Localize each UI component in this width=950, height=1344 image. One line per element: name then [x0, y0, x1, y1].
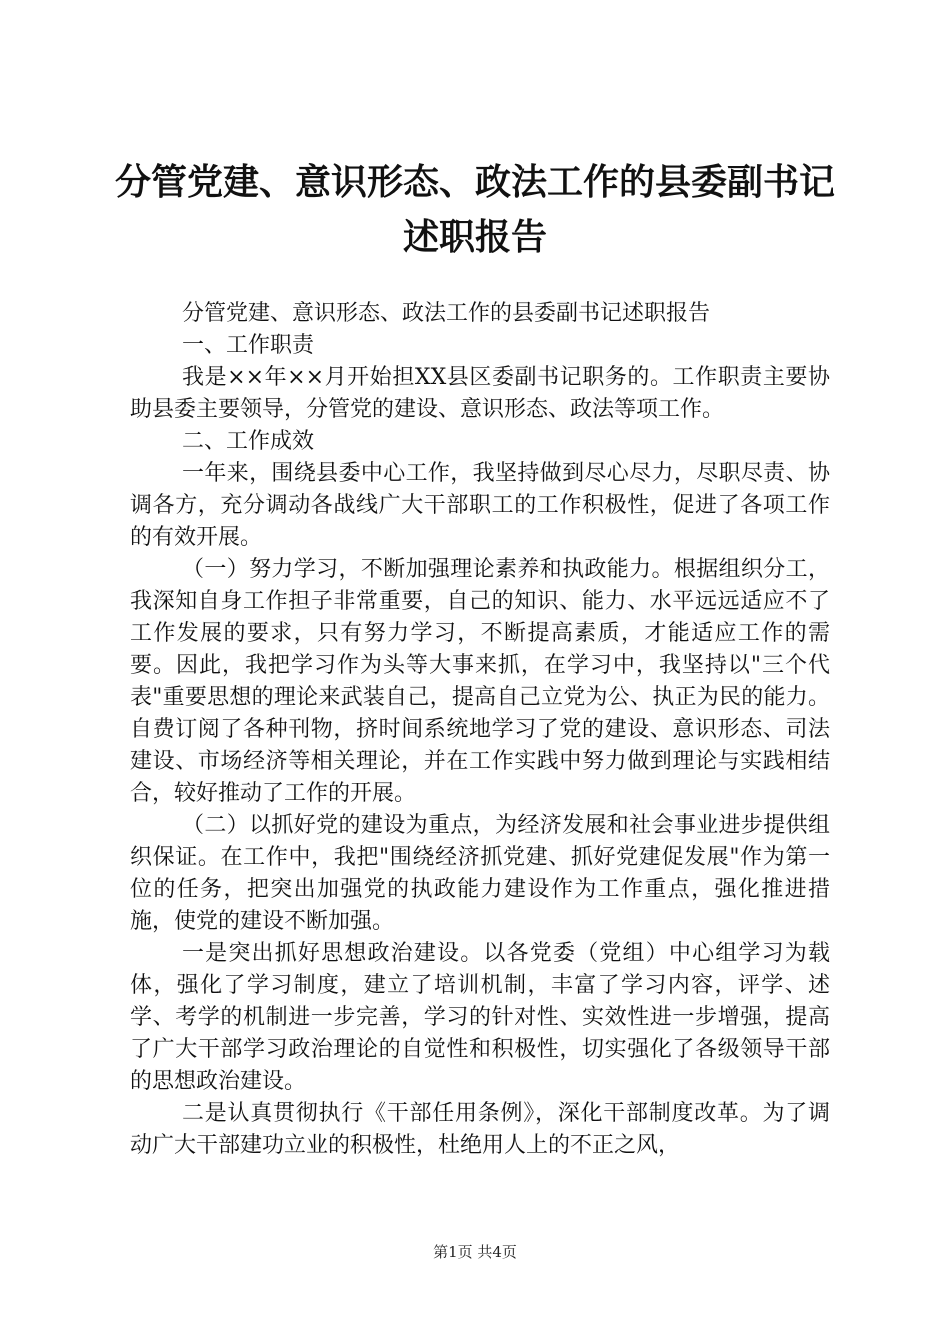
body-paragraph: 一年来，围绕县委中心工作，我坚持做到尽心尽力，尽职尽责、协调各方，充分调动各战线广大干部职工的工作积极性，促进了各项工作的有效开展。 — [130, 461, 830, 550]
section-heading-results: 二、工作成效 — [182, 429, 315, 454]
body-paragraph: （二）以抓好党的建设为重点，为经济发展和社会事业进步提供组织保证。在工作中，我把"围绕经济抓党建、抓好党建促发展"作为第一位的任务，把突出加强党的执政能力建设作为工作重点，强化推进措施，使党的建设不断加强。 — [130, 813, 830, 934]
page-number-footer: 第1页 共4页 — [433, 1243, 517, 1261]
body-paragraph: （一）努力学习，不断加强理论素养和执政能力。根据组织分工，我深知自身工作担子非常重要，自己的知识、能力、水平远远适应不了工作发展的要求，只有努力学习，不断提高素质，才能适应工作的需要。因此，我把学习作为头等大事来抓，在学习中，我坚持以"三个代表"重要思想的理论来武装自己，提高自己立党为公、执正为民的能力。自费订阅了各种刊物，挤时间系统地学习了党的建设、意识形态、司法建设、市场经济等相关理论，并在工作实践中努力做到理论与实践相结合，较好推动了工作的开展。 — [130, 557, 830, 806]
document-body — [130, 298, 830, 1162]
body-paragraph: 二是认真贯彻执行《干部任用条例》，深化干部制度改革。为了调动广大干部建功立业的积极性，杜绝用人上的不正之风， — [130, 1101, 830, 1158]
subtitle-paragraph: 分管党建、意识形态、政法工作的县委副书记述职报告 — [182, 301, 711, 326]
body-paragraph: 一是突出抓好思想政治建设。以各党委（党组）中心组学习为载体，强化了学习制度，建立了培训机制，丰富了学习内容，评学、述学、考学的机制进一步完善，学习的针对性、实效性进一步增强，提高了广大干部学习政治理论的自觉性和积极性，切实强化了各级领导干部的思想政治建设。 — [130, 941, 830, 1094]
body-paragraph: 我是××年××月开始担XX县区委副书记职务的。工作职责主要协助县委主要领导，分管党的建设、意识形态、政法等项工作。 — [130, 365, 830, 422]
document-title-line-2: 述职报告 — [402, 217, 547, 258]
document-title-line-1: 分管党建、意识形态、政法工作的县委副书记 — [114, 162, 835, 203]
section-heading-duties: 一、工作职责 — [182, 333, 315, 358]
